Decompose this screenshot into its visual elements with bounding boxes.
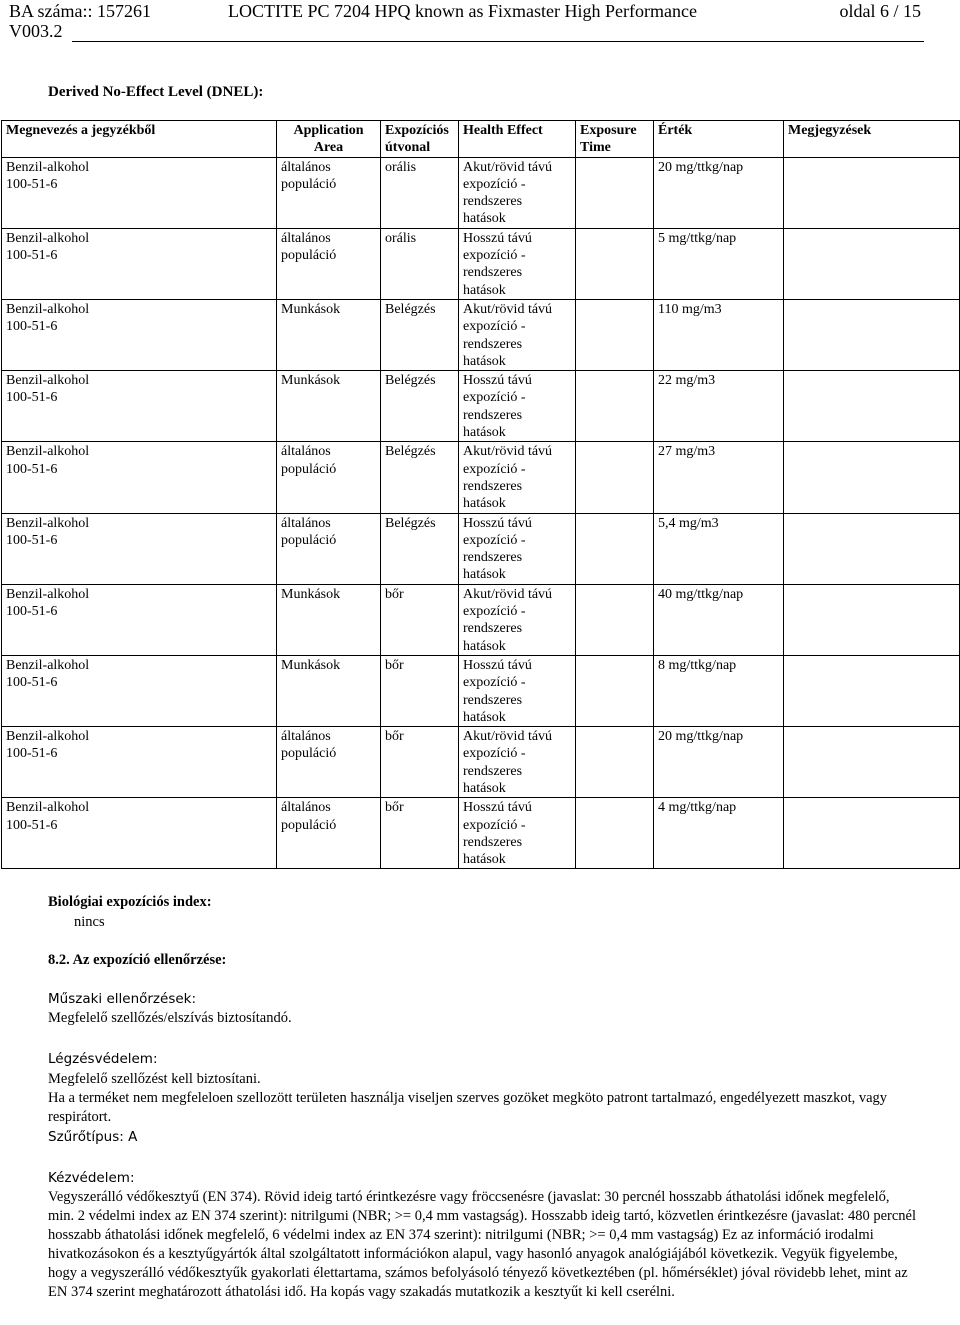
cell-area: Munkások bbox=[277, 299, 381, 370]
cell-substance: Benzil-alkohol 100-51-6 bbox=[2, 655, 277, 726]
cell-exposure-time bbox=[576, 513, 654, 584]
cell-area: általános populáció bbox=[277, 157, 381, 228]
col-header-name: Megnevezés a jegyzékből bbox=[2, 121, 277, 158]
bio-index-value: nincs bbox=[74, 914, 105, 930]
cell-substance: Benzil-alkohol 100-51-6 bbox=[2, 228, 277, 299]
cell-exposure-time bbox=[576, 727, 654, 798]
cell-substance: Benzil-alkohol 100-51-6 bbox=[2, 157, 277, 228]
cell-substance: Benzil-alkohol 100-51-6 bbox=[2, 371, 277, 442]
cell-value: 22 mg/m3 bbox=[654, 371, 784, 442]
cell-health-effect: Hosszú távú expozíció - rendszeres hatások bbox=[459, 371, 576, 442]
table-row bbox=[2, 655, 960, 726]
cell-health-effect: Akut/rövid távú expozíció - rendszeres hatások bbox=[459, 584, 576, 655]
cell-value: 5,4 mg/m3 bbox=[654, 513, 784, 584]
table-row bbox=[2, 798, 960, 869]
table-header-row bbox=[2, 121, 960, 158]
cell-substance: Benzil-alkohol 100-51-6 bbox=[2, 513, 277, 584]
cell-area: általános populáció bbox=[277, 228, 381, 299]
bio-index-title: Biológiai expozíciós index: bbox=[48, 894, 212, 910]
table-row bbox=[2, 299, 960, 370]
cell-notes bbox=[784, 727, 960, 798]
cell-area: Munkások bbox=[277, 371, 381, 442]
cell-substance: Benzil-alkohol 100-51-6 bbox=[2, 299, 277, 370]
cell-substance: Benzil-alkohol 100-51-6 bbox=[2, 442, 277, 513]
cell-route: orális bbox=[381, 228, 459, 299]
cell-substance: Benzil-alkohol 100-51-6 bbox=[2, 584, 277, 655]
cell-exposure-time bbox=[576, 228, 654, 299]
exposure-control-title: 8.2. Az expozíció ellenőrzése: bbox=[48, 952, 227, 968]
cell-route: Belégzés bbox=[381, 299, 459, 370]
cell-notes bbox=[784, 157, 960, 228]
cell-health-effect: Akut/rövid távú expozíció - rendszeres hatások bbox=[459, 157, 576, 228]
technical-controls-text: Megfelelő szellőzés/elszívás biztosítandó. bbox=[48, 1010, 292, 1026]
filter-type: Szűrőtípus: A bbox=[48, 1129, 138, 1145]
cell-value: 8 mg/ttkg/nap bbox=[654, 655, 784, 726]
cell-exposure-time bbox=[576, 442, 654, 513]
cell-value: 5 mg/ttkg/nap bbox=[654, 228, 784, 299]
cell-notes bbox=[784, 442, 960, 513]
cell-health-effect: Hosszú távú expozíció - rendszeres hatások bbox=[459, 228, 576, 299]
cell-value: 4 mg/ttkg/nap bbox=[654, 798, 784, 869]
cell-route: bőr bbox=[381, 584, 459, 655]
table-row bbox=[2, 513, 960, 584]
cell-area: Munkások bbox=[277, 584, 381, 655]
dnel-title: Derived No-Effect Level (DNEL): bbox=[48, 84, 264, 100]
cell-route: bőr bbox=[381, 655, 459, 726]
cell-route: orális bbox=[381, 157, 459, 228]
cell-exposure-time bbox=[576, 157, 654, 228]
cell-health-effect: Akut/rövid távú expozíció - rendszeres hatások bbox=[459, 442, 576, 513]
cell-health-effect: Hosszú távú expozíció - rendszeres hatások bbox=[459, 798, 576, 869]
cell-substance: Benzil-alkohol 100-51-6 bbox=[2, 727, 277, 798]
table-row bbox=[2, 727, 960, 798]
cell-notes bbox=[784, 371, 960, 442]
table-row bbox=[2, 228, 960, 299]
cell-route: bőr bbox=[381, 727, 459, 798]
cell-notes bbox=[784, 513, 960, 584]
page-number: oldal 6 / 15 bbox=[839, 1, 921, 21]
cell-area: általános populáció bbox=[277, 513, 381, 584]
cell-area: Munkások bbox=[277, 655, 381, 726]
cell-exposure-time bbox=[576, 655, 654, 726]
col-header-route: Expozíciós útvonal bbox=[381, 121, 459, 158]
table-row bbox=[2, 584, 960, 655]
col-header-time: Exposure Time bbox=[576, 121, 654, 158]
cell-value: 40 mg/ttkg/nap bbox=[654, 584, 784, 655]
cell-value: 110 mg/m3 bbox=[654, 299, 784, 370]
col-header-area: Application Area bbox=[277, 121, 381, 158]
respiratory-line1: Megfelelő szellőzést kell biztosítani. bbox=[48, 1071, 261, 1087]
hand-protection-text: Vegyszerálló védőkesztyű (EN 374). Rövid ideig tartó érintkezésre vagy fröccsenésre (javaslat: 30 percnél hosszabb áthatolási időnek megfelelő, min. 2 védelmi index az EN 374 szerint): nitrilgumi (NBR; >= 0,4 mm vastagság). Hosszabb ideig tartó, közvetlen érintkezésre (javaslat: 480 percnél hosszabb áthatolási időnek megfelelő, 6 védelmi index az EN 374 szerint): nitrilgumi (NBR; >= 0,4 mm vastagság) Ez az információ irodalmi hivatkozásokon és a kesztyűgyártók által szolgáltatott információkon alapul, vagy hasonló anyagok analógiájából következik. Vegyük figyelembe, hogy a vegyszerálló védőkesztyűk gyakorlati élettartama, számos befolyásoló tényező következtében (pl. hőmérséklet) jóval rövidebb lehet, mint az EN 374 szerint meghatározott áthatolási idő. Ha kopás vagy szakadás mutatkozik a kesztyűt ki kell cserélni. bbox=[48, 1189, 916, 1300]
cell-route: Belégzés bbox=[381, 371, 459, 442]
cell-route: Belégzés bbox=[381, 442, 459, 513]
cell-health-effect: Akut/rövid távú expozíció - rendszeres hatások bbox=[459, 299, 576, 370]
hand-protection-label: Kézvédelem: bbox=[48, 1170, 135, 1186]
technical-controls-label: Műszaki ellenőrzések: bbox=[48, 991, 197, 1007]
version: V003.2 bbox=[9, 21, 63, 41]
respiratory-label: Légzésvédelem: bbox=[48, 1051, 158, 1067]
cell-area: általános populáció bbox=[277, 727, 381, 798]
cell-notes bbox=[784, 584, 960, 655]
cell-health-effect: Hosszú távú expozíció - rendszeres hatások bbox=[459, 513, 576, 584]
cell-exposure-time bbox=[576, 584, 654, 655]
dnel-table bbox=[1, 120, 960, 869]
col-header-effect: Health Effect bbox=[459, 121, 576, 158]
cell-value: 27 mg/m3 bbox=[654, 442, 784, 513]
cell-route: Belégzés bbox=[381, 513, 459, 584]
cell-route: bőr bbox=[381, 798, 459, 869]
cell-notes bbox=[784, 798, 960, 869]
product-name: LOCTITE PC 7204 HPQ known as Fixmaster High Performance bbox=[228, 1, 697, 21]
cell-exposure-time bbox=[576, 299, 654, 370]
cell-exposure-time bbox=[576, 371, 654, 442]
cell-notes bbox=[784, 228, 960, 299]
table-row bbox=[2, 371, 960, 442]
table-row bbox=[2, 442, 960, 513]
table-row bbox=[2, 157, 960, 228]
doc-number: BA száma:: 157261 bbox=[9, 1, 151, 21]
cell-health-effect: Hosszú távú expozíció - rendszeres hatások bbox=[459, 655, 576, 726]
cell-notes bbox=[784, 655, 960, 726]
cell-exposure-time bbox=[576, 798, 654, 869]
cell-notes bbox=[784, 299, 960, 370]
respiratory-line2: Ha a terméket nem megfeleloen szellozött területen használja viseljen szerves gozöket megköto patront tartalmazó, engedélyezett maszkot, vagy respirátort. bbox=[48, 1090, 888, 1125]
header-rule bbox=[72, 41, 924, 42]
cell-value: 20 mg/ttkg/nap bbox=[654, 157, 784, 228]
col-header-value: Érték bbox=[654, 121, 784, 158]
cell-area: általános populáció bbox=[277, 798, 381, 869]
cell-health-effect: Akut/rövid távú expozíció - rendszeres hatások bbox=[459, 727, 576, 798]
cell-value: 20 mg/ttkg/nap bbox=[654, 727, 784, 798]
col-header-notes: Megjegyzések bbox=[784, 121, 960, 158]
cell-substance: Benzil-alkohol 100-51-6 bbox=[2, 798, 277, 869]
cell-area: általános populáció bbox=[277, 442, 381, 513]
